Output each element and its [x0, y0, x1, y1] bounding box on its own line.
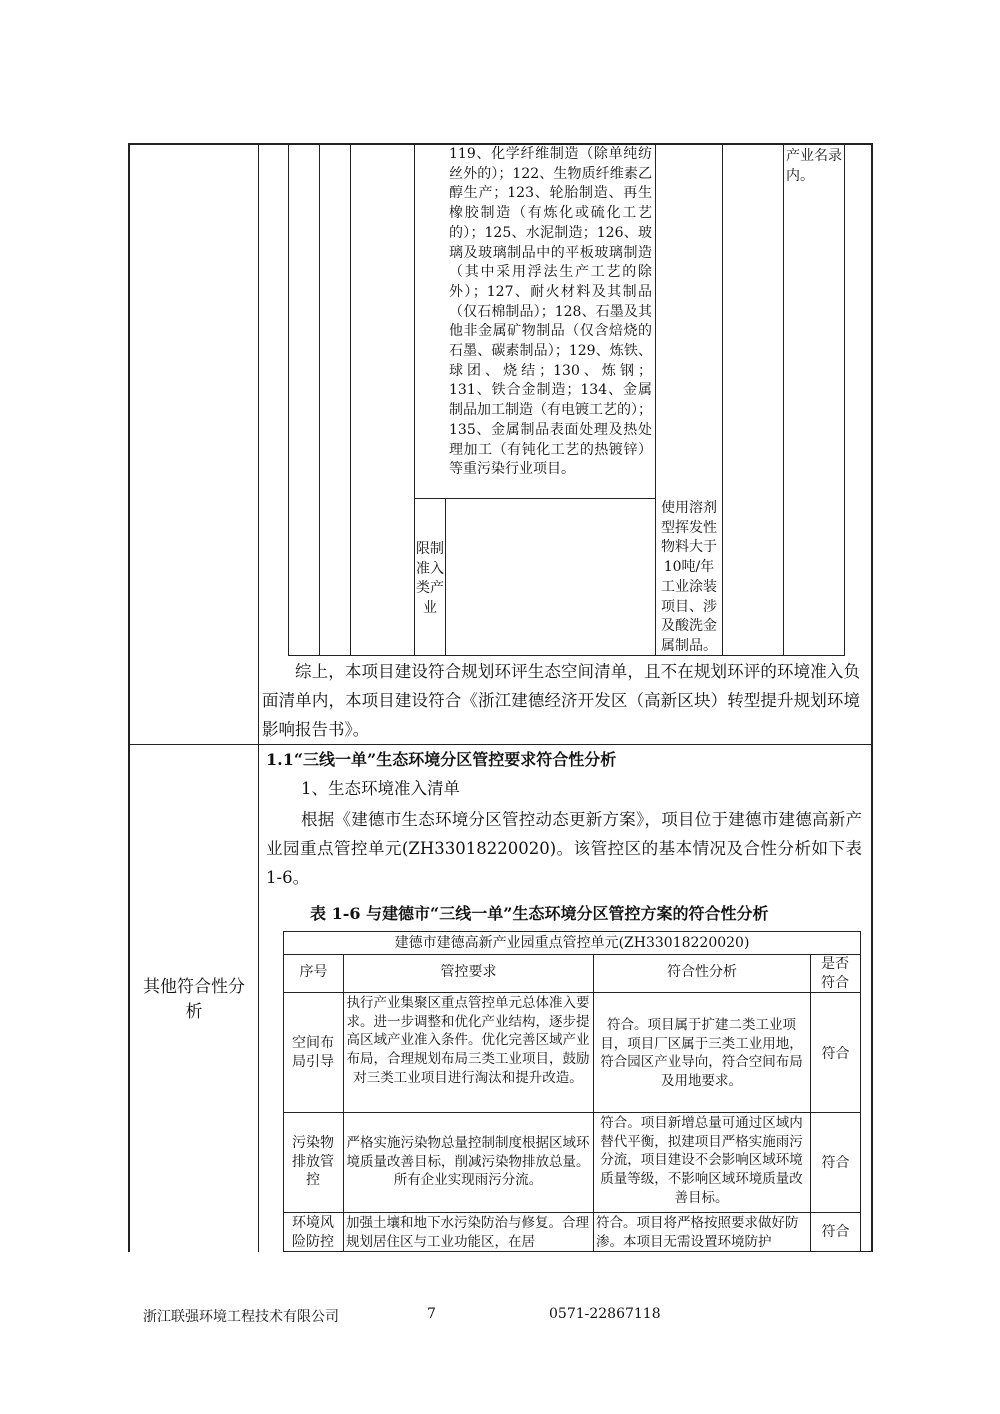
- inner-row1-line: [283, 1112, 860, 1113]
- row3-result: 符合: [821, 1224, 850, 1240]
- footer-page-number: 7: [427, 1306, 436, 1322]
- heavy-pollution-industry-list: 119、化学纤维制造（除单纯纺丝外的）；122、生物质纤维素乙醇生产；123、轮胎制造、再生橡胶制造（有炼化或硫化工艺的）；125、水泥制造；126、玻璃及玻璃制品中的平板玻璃制造（其中采用浮法生产工艺的除外）；127、耐火材料及其制品（仅石棉制品）；128、石墨及其他非金属矿物制品（仅含焙烧的石墨、碳素制品）；129、炼铁、球团、烧结；130、炼钢；131、铁合金制造；134、金属制品加工制造（有电镀工艺的）；135、金属制品表面处理及热处理加工（有钝化工艺的热镀锌）等重污染行业项目。: [449, 146, 652, 478]
- row3-category: 环境风险防控: [292, 1215, 334, 1250]
- section-heading: 1.1“三线一单”生态环境分区管控要求符合性分析: [266, 750, 617, 769]
- outer-right-border: [871, 143, 873, 1252]
- upper-col-line-9: [844, 143, 845, 655]
- inner-col-line-3: [810, 954, 811, 1251]
- row3-analysis: 符合。项目将严格按照要求做好防渗。本项目无需设置环境防护: [596, 1215, 799, 1250]
- row1-requirement: 执行产业集聚区重点管控单元总体准入要求。进一步调整和优化产业结构，逐步提高区域产业准入条件。优化完善区域产业布局，合理规划布局三类工业项目，鼓励对三类工业项目进行淘汰和提升改造。: [346, 995, 590, 1086]
- restricted-industry-description: 使用溶剂型挥发性物料大于10吨/年工业涂装项目、涉及酸洗金属制品。: [661, 500, 717, 654]
- row2-result: 符合: [821, 1155, 850, 1171]
- upper-col-line-4: [414, 143, 415, 655]
- row3-requirement: 加强土壤和地下水污染防治与修复。合理规划居住区与工业功能区，在居: [346, 1215, 589, 1250]
- inner-table-top: [283, 931, 860, 932]
- row3-clip: [284, 1213, 860, 1251]
- upper-col-line-2: [319, 143, 320, 655]
- row2-analysis: 符合。项目新增总量可通过区域内替代平衡，拟建项目严格实施雨污分流，项目建设不会影响区域环境质量等级，不影响区域环境质量改善目标。: [600, 1115, 803, 1206]
- inner-col-line-2: [593, 954, 594, 1251]
- inner-col-line-1: [343, 954, 344, 1251]
- inner-table-bottom: [283, 1251, 873, 1252]
- section-divider: [128, 744, 872, 745]
- restricted-industry-label: 限制准入类产业: [416, 541, 444, 617]
- summary-text: 综上，本项目建设符合规划环评生态空间清单，且不在规划环评的环境准入负面清单内，本项目建设符合《浙江建德经济开发区（高新区块）转型提升规划环境影响报告书》。: [262, 662, 860, 739]
- intro-paragraph: 根据《建德市生态环境分区管控动态更新方案》，项目位于建德市建德高新产业园重点管控单元(ZH33018220020)。该管控区的基本情况及合性分析如下表 1-6。: [266, 810, 862, 887]
- col-header-compliant: 是否符合: [821, 956, 849, 991]
- upper-row-line: [414, 498, 655, 499]
- upper-col-line-3: [350, 143, 351, 655]
- inner-colhead-line: [283, 992, 860, 993]
- row1-analysis: 符合。项目属于扩建二类工业项目，项目厂区属于三类工业用地，符合园区产业导向，符合空间布局及用地要求。: [600, 1017, 803, 1090]
- other-compliance-label: 其他符合性分析: [143, 977, 245, 1022]
- inner-header-line: [283, 954, 860, 955]
- outer-left-border: [128, 143, 130, 1252]
- col-header-index: 序号: [299, 964, 328, 980]
- upper-col-line-8: [783, 143, 784, 655]
- row2-category: 污染物排放管控: [292, 1135, 334, 1189]
- industry-directory-note: 产业名录内。: [786, 148, 842, 184]
- upper-col-line-5: [445, 498, 446, 655]
- row1-result: 符合: [821, 1046, 850, 1062]
- upper-table-bottom: [288, 655, 845, 656]
- upper-col-line-1: [288, 143, 289, 655]
- upper-col-line-7: [722, 143, 723, 655]
- footer-company: 浙江联强环境工程技术有限公司: [143, 1309, 339, 1325]
- col-header-analysis: 符合性分析: [667, 964, 737, 980]
- footer-phone: 0571-22867118: [549, 1306, 661, 1322]
- upper-col-line-6: [655, 143, 656, 655]
- row2-requirement: 严格实施污染物总量控制制度根据区域环境质量改善目标，削减污染物排放总量。所有企业实现雨污分流。: [346, 1135, 590, 1189]
- col-header-requirement: 管控要求: [440, 964, 497, 980]
- label-column-divider: [258, 143, 259, 1252]
- planning-eia-summary: [262, 657, 860, 744]
- unit-header: 建德市建德高新产业园重点管控单元(ZH33018220020): [394, 935, 750, 951]
- table-caption: 表 1-6 与建德市“三线一单”生态环境分区管控方案的符合性分析: [310, 904, 769, 923]
- sub-heading: 1、生态环境准入清单: [301, 779, 460, 798]
- inner-right-border: [860, 931, 861, 1251]
- row1-category: 空间布局引导: [292, 1035, 334, 1070]
